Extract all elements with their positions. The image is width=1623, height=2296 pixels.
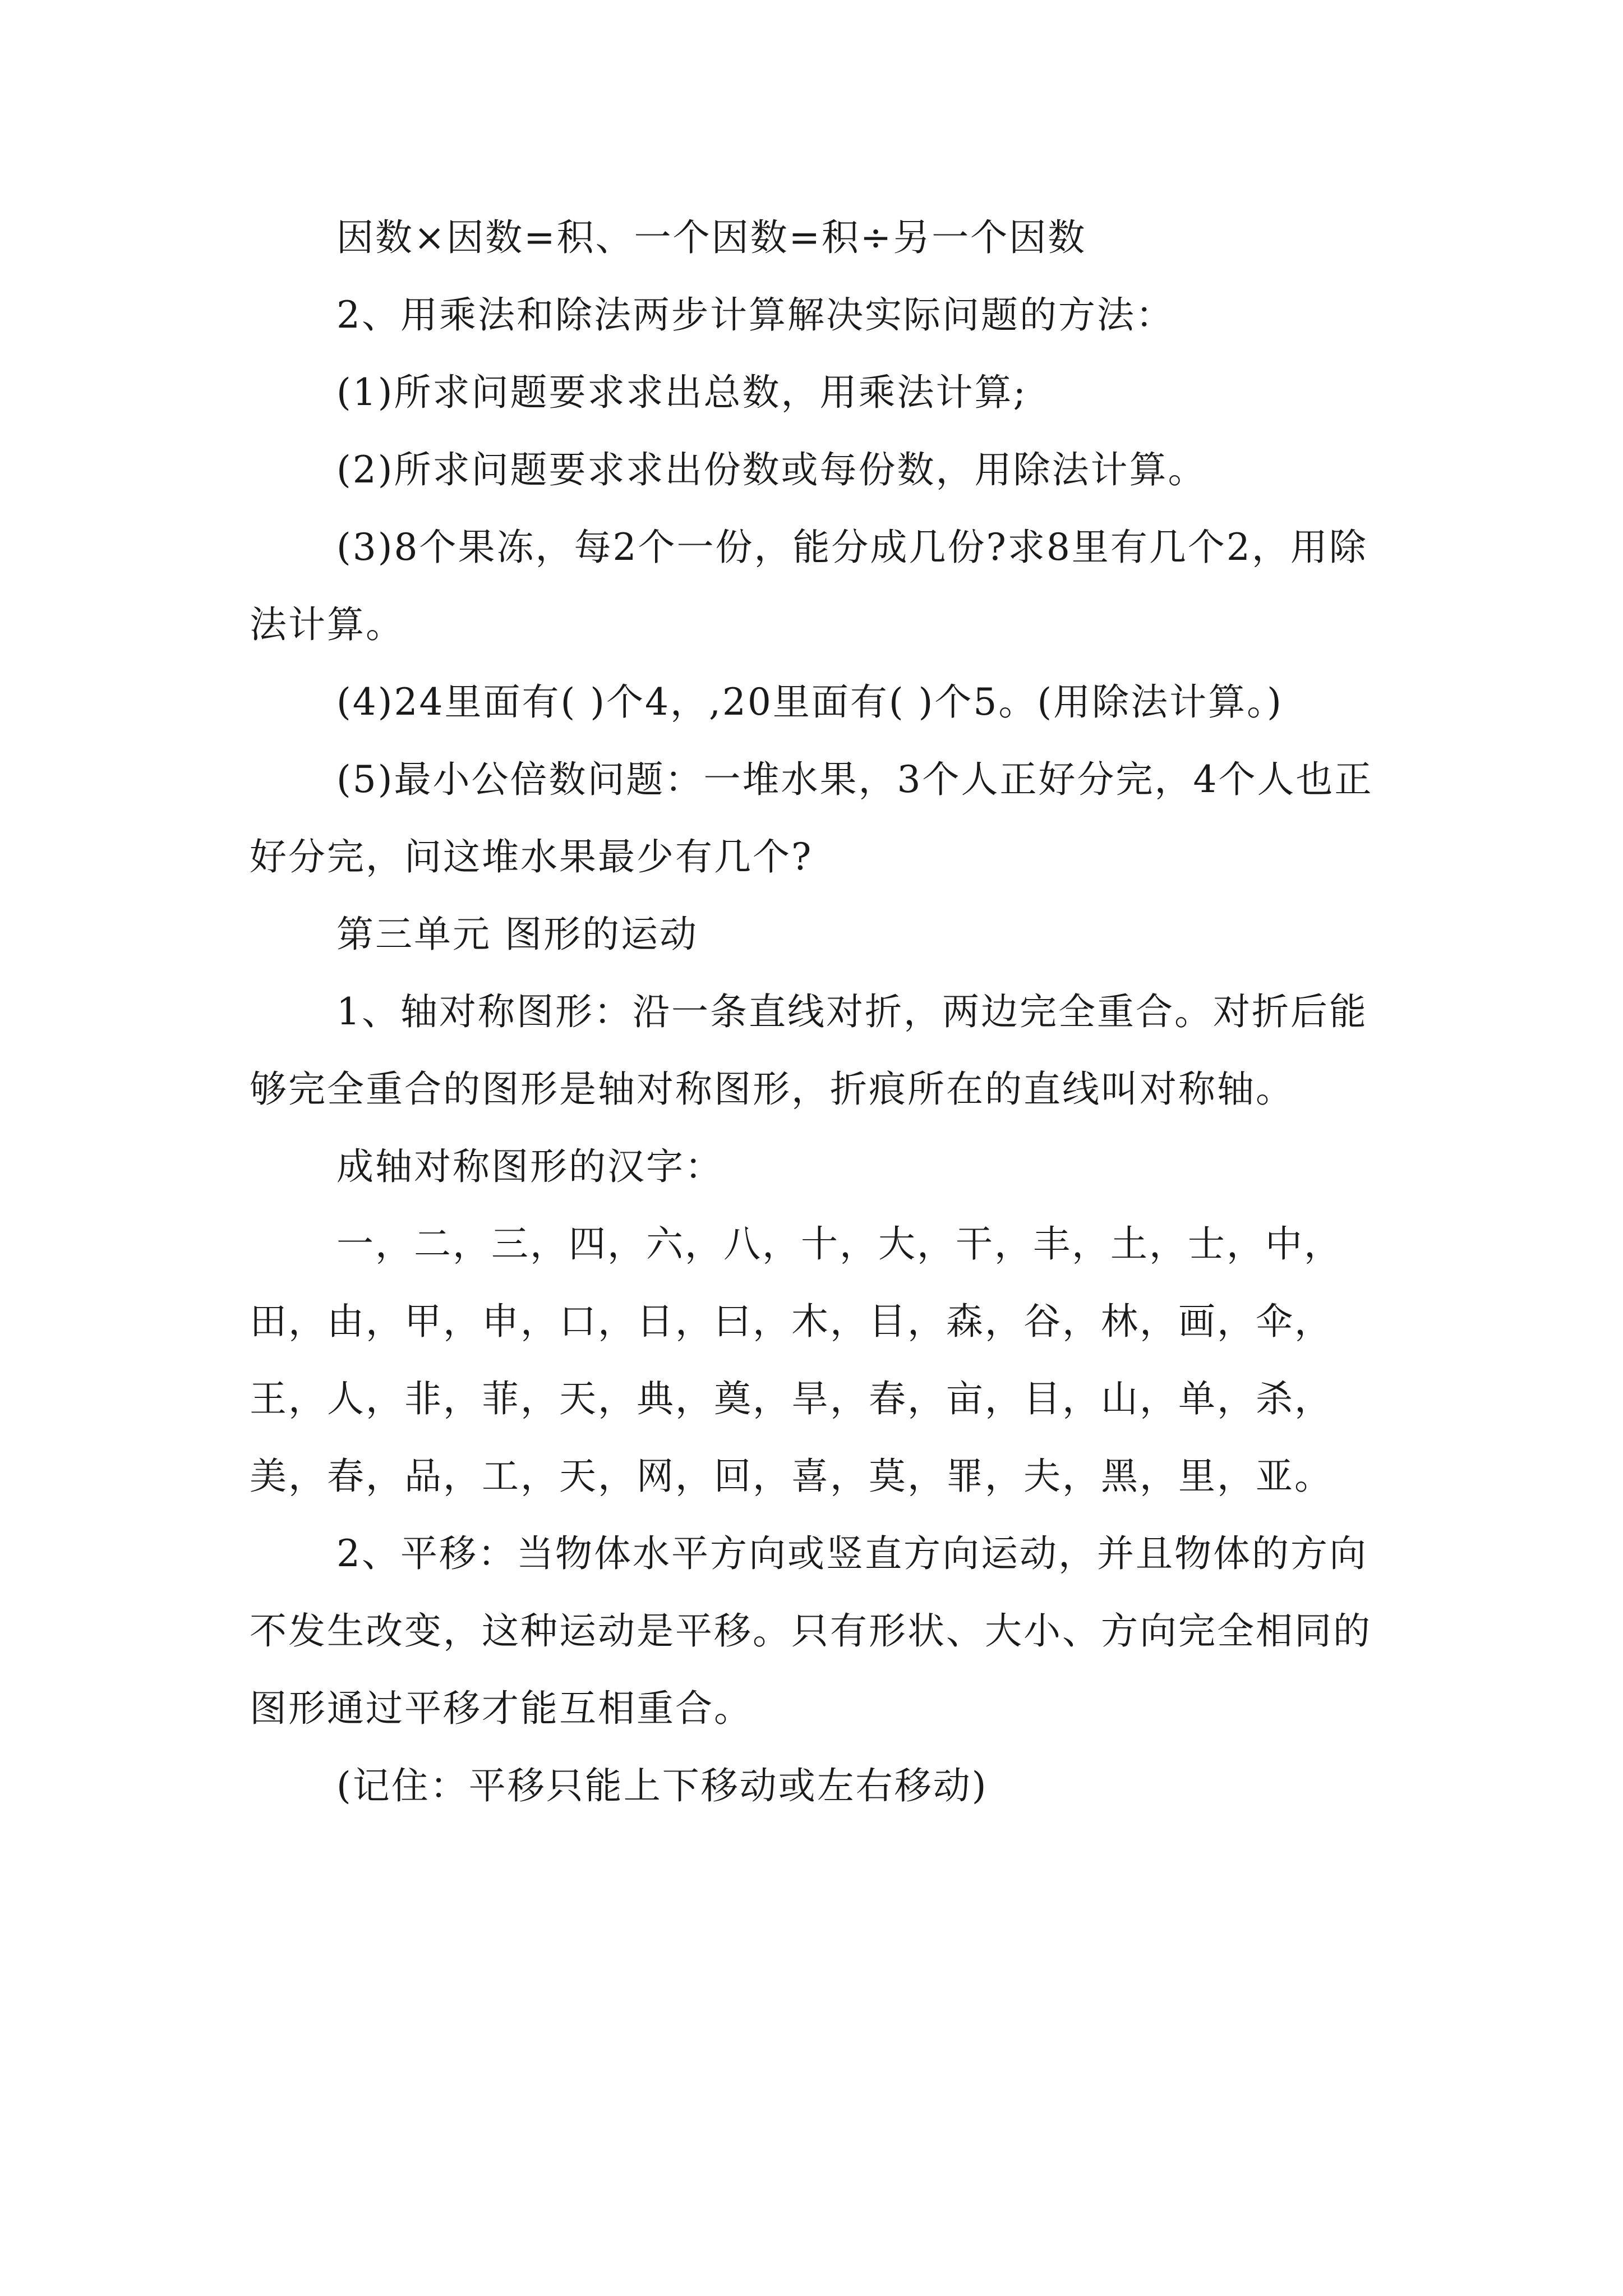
axis-symmetry-definition: 1、轴对称图形：沿一条直线对折，两边完全重合。对折后能够完全重合的图形是轴对称图形，折痕所在的直线叫对称轴。 xyxy=(250,990,1368,1111)
unit-three-heading: 第三单元 图形的运动 xyxy=(336,913,698,956)
formula-line: 因数×因数=积、一个因数=积÷另一个因数 xyxy=(336,216,1087,259)
method-item-3: (3)8个果冻，每2个一份，能分成几份?求8里有几个2，用除法计算。 xyxy=(250,526,1368,646)
symmetric-characters-list: 一，二，三，四，六，八，十，大，干，丰，土，士，中，田，由，甲，申，口，日，曰，木，目，森，谷，林，画，伞，王，人，非，菲，天，典，奠，旱，春，亩，目，山，单，杀，美，春，品，工，天，网，回，喜，莫，罪，夫，黑，里，亚。 xyxy=(250,1222,1343,1498)
method-item-4: (4)24里面有( )个4，,20里面有( )个5。(用除法计算。) xyxy=(336,680,1283,724)
translation-note: (记住：平移只能上下移动或左右移动) xyxy=(336,1764,988,1807)
method-item-1: (1)所求问题要求求出总数，用乘法计算; xyxy=(336,371,1027,414)
method-item-2: (2)所求问题要求求出份数或每份数，用除法计算。 xyxy=(336,448,1207,491)
method-item-5: (5)最小公倍数问题：一堆水果，3个人正好分完，4个人也正好分完，问这堆水果最少有几个? xyxy=(250,758,1373,878)
symmetric-characters-heading: 成轴对称图形的汉字： xyxy=(336,1145,723,1188)
document-body xyxy=(250,199,1382,1825)
method-heading: 2、用乘法和除法两步计算解决实际问题的方法： xyxy=(336,293,1174,337)
translation-definition: 2、平移：当物体水平方向或竖直方向运动，并且物体的方向不发生改变，这种运动是平移。只有形状、大小、方向完全相同的图形通过平移才能互相重合。 xyxy=(250,1532,1372,1730)
